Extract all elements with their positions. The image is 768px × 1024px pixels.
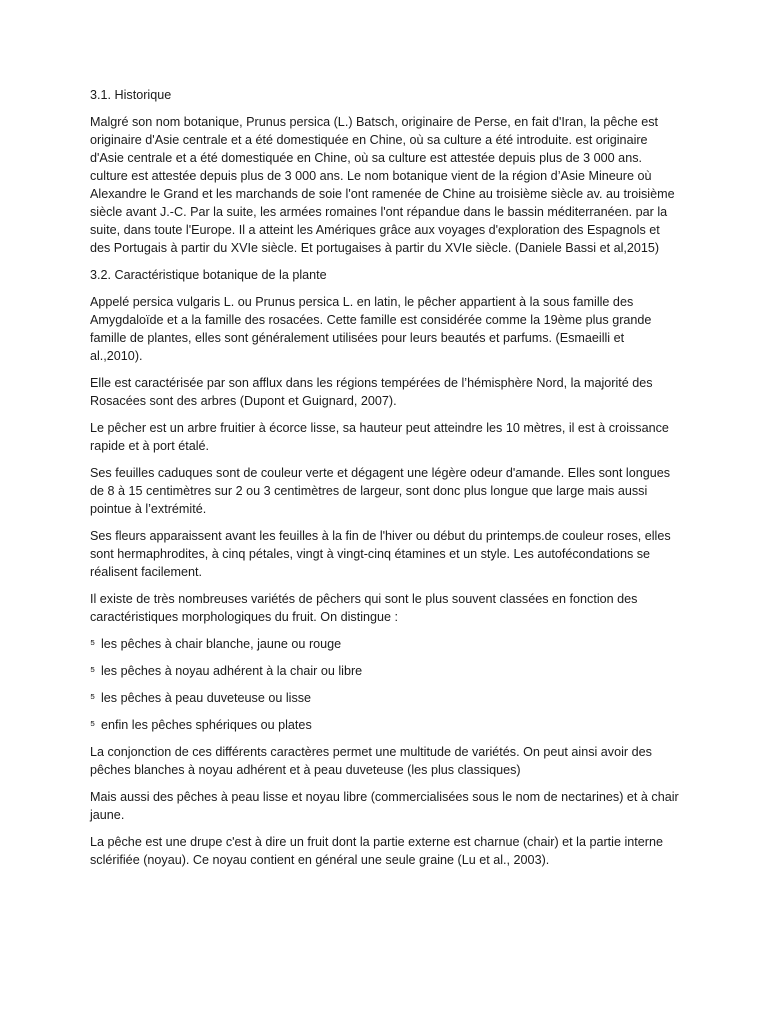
paragraph: Appelé persica vulgaris L. ou Prunus persica L. en latin, le pêcher appartient à la sous famille des Amygdaloïde et a la famille des rosacées. Cette famille est considérée comme la 19ème plus grande famille de plantes, elles sont généralement utilisées pour leurs beautés et parfums. (Esmaeilli et al.,2010). bbox=[90, 295, 652, 363]
bullet-mark: ⁵ bbox=[90, 664, 96, 678]
list-item bbox=[90, 662, 680, 680]
paragraph: La pêche est une drupe c'est à dire un fruit dont la partie externe est charnue (chair) et la partie interne sclérifiée (noyau). Ce noyau contient en général une seule graine (Lu et al., 2003). bbox=[90, 835, 663, 867]
document-page bbox=[90, 86, 680, 878]
bullet-mark: ⁵ bbox=[90, 637, 96, 651]
list-item bbox=[90, 716, 680, 734]
list-item-text: les pêches à chair blanche, jaune ou rouge bbox=[101, 637, 342, 651]
paragraph: Ses fleurs apparaissent avant les feuilles à la fin de l'hiver ou début du printemps.de couleur roses, elles sont hermaphrodites, à cinq pétales, vingt à vingt-cinq étamines et un style. Les autofécondations se réalisent facilement. bbox=[90, 529, 671, 579]
section-heading-caracteristique: 3.2. Caractéristique botanique de la plante bbox=[90, 268, 327, 282]
paragraph: La conjonction de ces différents caractères permet une multitude de variétés. On peut ainsi avoir des pêches blanches à noyau adhérent et à peau duveteuse (les plus classiques) bbox=[90, 745, 652, 777]
bullet-mark: ⁵ bbox=[90, 691, 96, 705]
list-item bbox=[90, 635, 680, 653]
list-item-text: les pêches à noyau adhérent à la chair ou libre bbox=[101, 664, 363, 678]
list-item bbox=[90, 689, 680, 707]
bullet-mark: ⁵ bbox=[90, 718, 96, 732]
paragraph: Le pêcher est un arbre fruitier à écorce lisse, sa hauteur peut atteindre les 10 mètres, il est à croissance rapide et à port étalé. bbox=[90, 421, 669, 453]
paragraph: Elle est caractérisée par son afflux dans les régions tempérées de l’hémisphère Nord, la majorité des Rosacées sont des arbres (Dupont et Guignard, 2007). bbox=[90, 376, 653, 408]
paragraph-historique: Malgré son nom botanique, Prunus persica (L.) Batsch, originaire de Perse, en fait d'Iran, la pêche est originaire d'Asie centrale et a été domestiquée en Chine, où sa culture a été introduite. est originaire d'Asie centrale et a été domestiquée en Chine, où sa culture est attestée depuis plus de 3 000 ans. culture est attestée depuis plus de 3 000 ans. Le nom botanique vient de la région d’Asie Mineure où Alexandre le Grand et les marchands de soie l'ont ramenée de Chine au troisième siècle av. au troisième siècle avant J.-C. Par la suite, les armées romaines l'ont répandue dans le bassin méditerranéen. par la suite, dans toute l'Europe. Il a atteint les Amériques grâce aux voyages d'exploration des Espagnols et des Portugais à partir du XVIe siècle. Et portugaises à partir du XVIe siècle. (Daniele Bassi et al,2015) bbox=[90, 115, 675, 255]
list-item-text: les pêches à peau duveteuse ou lisse bbox=[101, 691, 312, 705]
section-heading-historique: 3.1. Historique bbox=[90, 88, 172, 102]
paragraph: Ses feuilles caduques sont de couleur verte et dégagent une légère odeur d'amande. Elles sont longues de 8 à 15 centimètres sur 2 ou 3 centimètres de largeur, sont donc plus longue que large mais aussi pointue à l’extrémité. bbox=[90, 466, 671, 516]
paragraph: Il existe de très nombreuses variétés de pêchers qui sont le plus souvent classées en fonction des caractéristiques morphologiques du fruit. On distingue : bbox=[90, 592, 638, 624]
list-item-text: enfin les pêches sphériques ou plates bbox=[101, 718, 312, 732]
paragraph: Mais aussi des pêches à peau lisse et noyau libre (commercialisées sous le nom de nectarines) et à chair jaune. bbox=[90, 790, 679, 822]
